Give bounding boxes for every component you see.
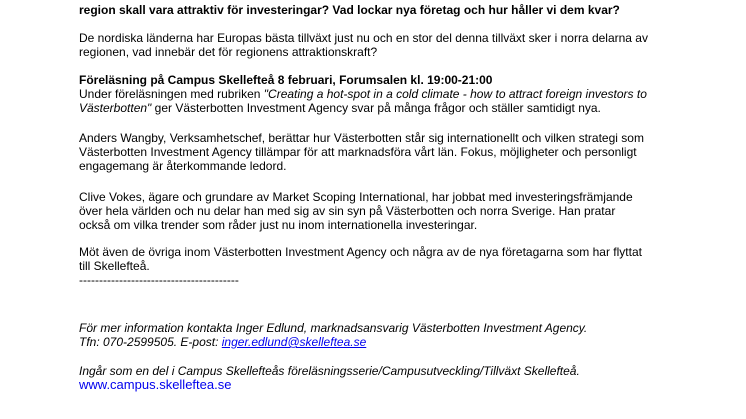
email-link[interactable]: inger.edlund@skelleftea.se: [221, 335, 367, 349]
speaker2-line-2: över hela världen och nu delar han med sig av sin syn på Västerbotten och norra Sverige. Han pratar: [79, 204, 616, 218]
event-line-2-rest: ger Västerbotten Investment Agency svar på många frågor och ställer samtidigt nya.: [151, 101, 601, 115]
event-line-1: [79, 87, 719, 101]
url-line: [79, 378, 719, 392]
event-title: Föreläsning på Campus Skellefteå 8 februari, Forumsalen kl. 19:00-21:00: [79, 73, 493, 87]
campus-website-link[interactable]: www.campus.skelleftea.se: [79, 377, 232, 392]
closing-line-1: Möt även de övriga inom Västerbotten Investment Agency och några av de nya företagarna som har flyttat: [79, 245, 642, 259]
closing-paragraph: [79, 245, 719, 287]
divider: ----------------------------------------: [79, 273, 239, 287]
series-line: Ingår som en del i Campus Skellefteås föreläsningsserie/Campusutveckling/Tillväxt Skellefteå.: [79, 364, 580, 378]
series-block: [79, 364, 719, 392]
speaker1-line-1: Anders Wangby, Verksamhetschef, berättar hur Västerbotten står sig internationellt och vilken strategi som: [79, 131, 644, 145]
contact-line-1: För mer information kontakta Inger Edlund, marknadsansvarig Västerbotten Investment Agency.: [79, 321, 588, 335]
intro-line-2: regionen, vad innebär det för regionens attraktionskraft?: [79, 45, 378, 59]
heading-line: region skall vara attraktiv för investeringar? Vad lockar nya företag och hur håller vi dem kvar?: [79, 3, 620, 17]
closing-line-2: till Skellefteå.: [79, 259, 150, 273]
contact-line-2: [79, 335, 719, 349]
talk-title-part-2: Västerbotten": [79, 101, 152, 115]
event-paragraph: [79, 73, 719, 115]
intro-paragraph: [79, 31, 719, 59]
contact-block: [79, 321, 719, 349]
speaker2-paragraph: [79, 190, 719, 232]
speaker2-line-1: Clive Vokes, ägare och grundare av Market Scoping International, har jobbat med investeringsfrämjande: [79, 190, 633, 204]
event-line-2: [79, 101, 719, 115]
speaker1-line-2: Västerbotten Investment Agency tillämpar för att marknadsföra vårt län. Fokus, möjligheter och personligt: [79, 145, 637, 159]
event-line-1-prefix: Under föreläsningen med rubriken: [79, 87, 264, 101]
speaker2-line-3: också om vilka trender som råder just nu inom internationella investeringar.: [79, 218, 478, 232]
speaker1-line-3: engagemang är återkommande ledord.: [79, 159, 287, 173]
intro-line-1: De nordiska länderna har Europas bästa tillväxt just nu och en stor del denna tillväxt sker i norra delarna av: [79, 31, 648, 45]
heading: [79, 3, 719, 17]
contact-phone: Tfn: 070-2599505. E-post:: [79, 335, 222, 349]
speaker1-paragraph: [79, 131, 719, 173]
talk-title-part-1: "Creating a hot-spot in a cold climate - how to attract foreign investors to: [263, 87, 647, 101]
